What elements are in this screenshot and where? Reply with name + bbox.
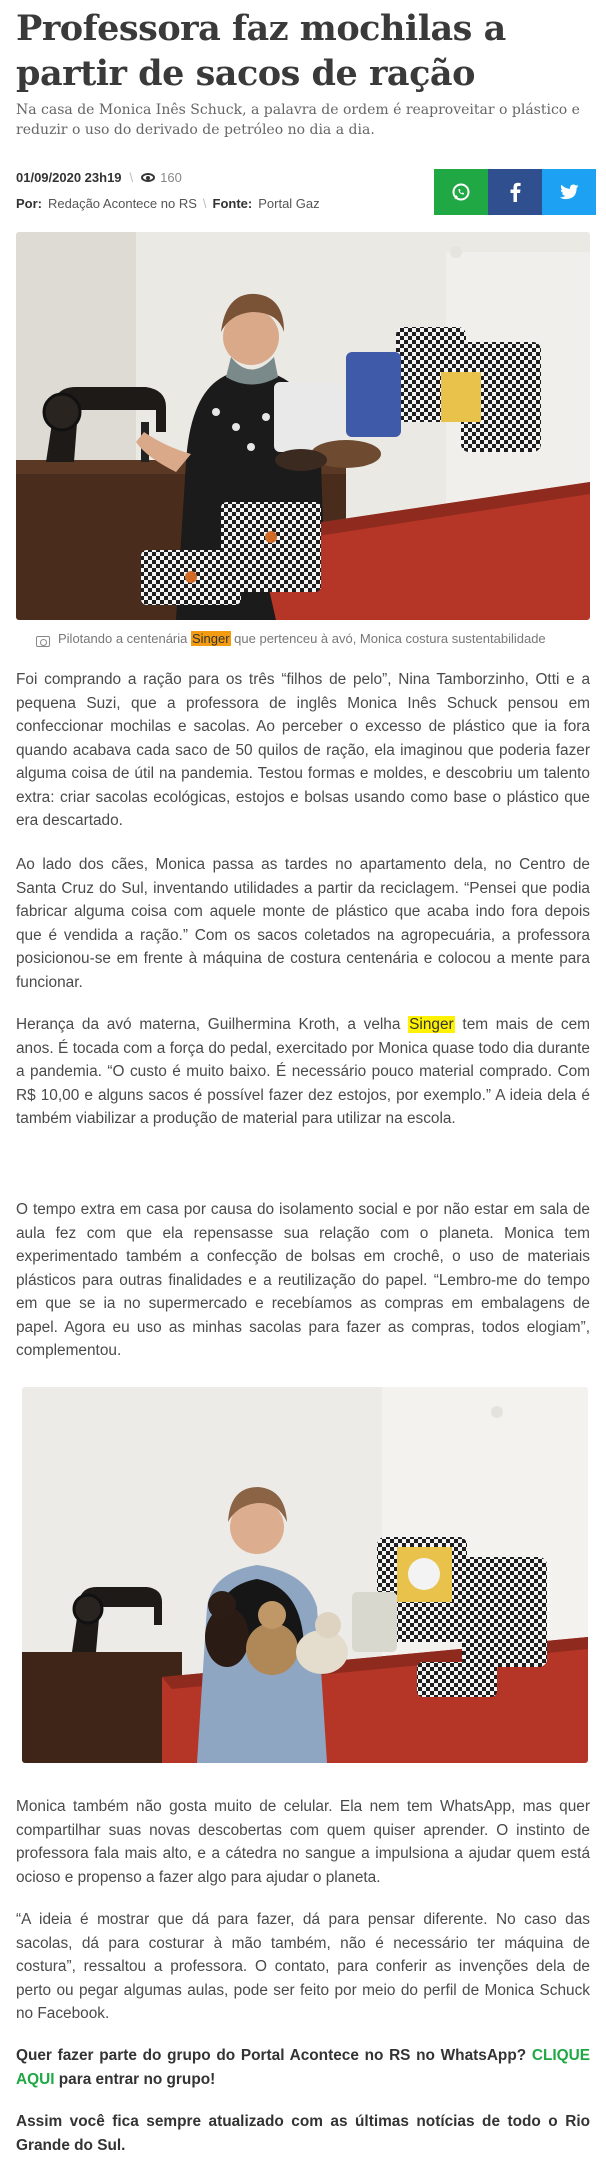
twitter-share-button[interactable] [542, 169, 596, 215]
article-photo-dogs [22, 1387, 588, 1763]
article-photo-sewing [16, 232, 590, 620]
caption-before: Pilotando a centenária [58, 631, 191, 646]
paragraph-text: Herança da avó materna, Guilhermina Kroth, a velha [16, 1016, 409, 1033]
eye-icon [141, 173, 155, 182]
cta-text: para entrar no grupo! [54, 2070, 216, 2088]
facebook-share-button[interactable] [488, 169, 542, 215]
article-paragraph: O tempo extra em casa por causa do isolamento social e por não estar em sala de aula fez com que ela repensasse sua relação com o planeta. Monica tem experimentado também a confecção de bolsas em crochê, o uso de materiais plásticos para outras finalidades e a reutilização do papel. “Lembro-me do tempo em que se ia no supermercado e recebíamos as compras em embalagens de papel. Agora eu uso as minhas sacolas para fazer as compras, todos elogiam”, complementou. [16, 1201, 590, 1359]
article-paragraph: Monica também não gosta muito de celular. Ela nem tem WhatsApp, mas quer compartilhar suas novas descobertas com quem quiser aprender. O instinto de professora fala mais alto, e a cátedra no sangue a impulsiona a ajudar quem está ocioso e propenso a fazer algo para ajudar o planeta. [16, 1798, 590, 1886]
twitter-icon [559, 184, 579, 201]
source-name: Portal Gaz [258, 196, 320, 211]
article-meta-date [16, 170, 182, 185]
whatsapp-share-button[interactable] [434, 169, 488, 215]
article-paragraph: “A ideia é mostrar que dá para fazer, dá para pensar diferente. No caso das sacolas, dá para costurar à mão também, não é necessário ter máquina de costura”, ressaltou a professora. O contato, para conferir as invenções dela de perto ou pegar algumas aulas, pode ser feito por meio do perfil de Monica Schuck no Facebook. [16, 1911, 590, 2022]
publish-date: 01/09/2020 23h19 [16, 170, 122, 185]
text-highlight: Singer [409, 1016, 454, 1033]
author-label: Por: [16, 196, 42, 211]
share-buttons [434, 169, 596, 215]
camera-icon [36, 636, 50, 647]
caption-text [58, 630, 546, 647]
source-label: Fonte: [212, 196, 253, 211]
whatsapp-group-cta [16, 2044, 590, 2091]
author-name: Redação Acontece no RS [48, 196, 197, 211]
meta-separator: \ [129, 170, 134, 185]
photo-caption [36, 630, 556, 647]
article-paragraph: Ao lado dos cães, Monica passa as tardes no apartamento dela, no Centro de Santa Cruz do Sul, inventando utilidades a partir da reciclagem. “Pensei que podia fabricar alguma coisa com aquele monte de plástico que acaba indo fora depois que é vendida a ração.” Com os sacos coletados na agropecuária, a professora posicionou-se em frente à máquina de costura centenária e colocou a mente para funcionar. [16, 856, 590, 991]
article-title: Professora faz mochilas a partir de sacos de ração [16, 8, 506, 94]
caption-highlight: Singer [191, 631, 230, 646]
article-meta-credits [16, 196, 320, 211]
facebook-icon [509, 182, 521, 202]
meta-separator: \ [202, 196, 207, 211]
views-counter [141, 170, 182, 185]
cta-text: Quer fazer parte do grupo do Portal Acontece no RS no WhatsApp? [16, 2047, 532, 2064]
views-count: 160 [160, 170, 182, 185]
whatsapp-icon [451, 182, 471, 202]
closing-note: Assim você fica sempre atualizado com as últimas notícias de todo o Rio Grande do Sul. [16, 2113, 590, 2154]
caption-after: que pertenceu à avó, Monica costura sustentabilidade [230, 631, 546, 646]
article-paragraph: Foi comprando a ração para os três “filhos de pelo”, Nina Tamborzinho, Otti e a pequena Suzi, que a professora de inglês Monica Inês Schuck pensou em confeccionar mochilas e sacolas. Ao perceber o excesso de plástico que ia fora quando acabava cada saco de 50 quilos de ração, ela imaginou que poderia fazer alguma coisa de útil na pandemia. Testou formas e moldes, e descobriu um talento extra: criar sacolas ecológicas, estojos e bolsas usando como base o plástico que era descartado. [16, 671, 590, 829]
paragraph-text: tem mais de cem anos. É tocada com a força do pedal, exercitado por Monica quase todo dia durante a pandemia. “O custo é muito baixo. É necessário pouco material comprado. Com R$ 10,00 e alguns sacos é possível fazer dez estojos, por exemplo.” A ideia dela é também viabilizar a produção de material para utilizar na escola. [16, 1016, 590, 1127]
cta-link[interactable]: CLIQUE AQUI [16, 2047, 590, 2088]
article-subtitle: Na casa de Monica Inês Schuck, a palavra de ordem é reaproveitar o plástico e reduzir o uso do derivado de petróleo no dia a dia. [16, 102, 580, 138]
article-paragraph [16, 1013, 590, 1131]
